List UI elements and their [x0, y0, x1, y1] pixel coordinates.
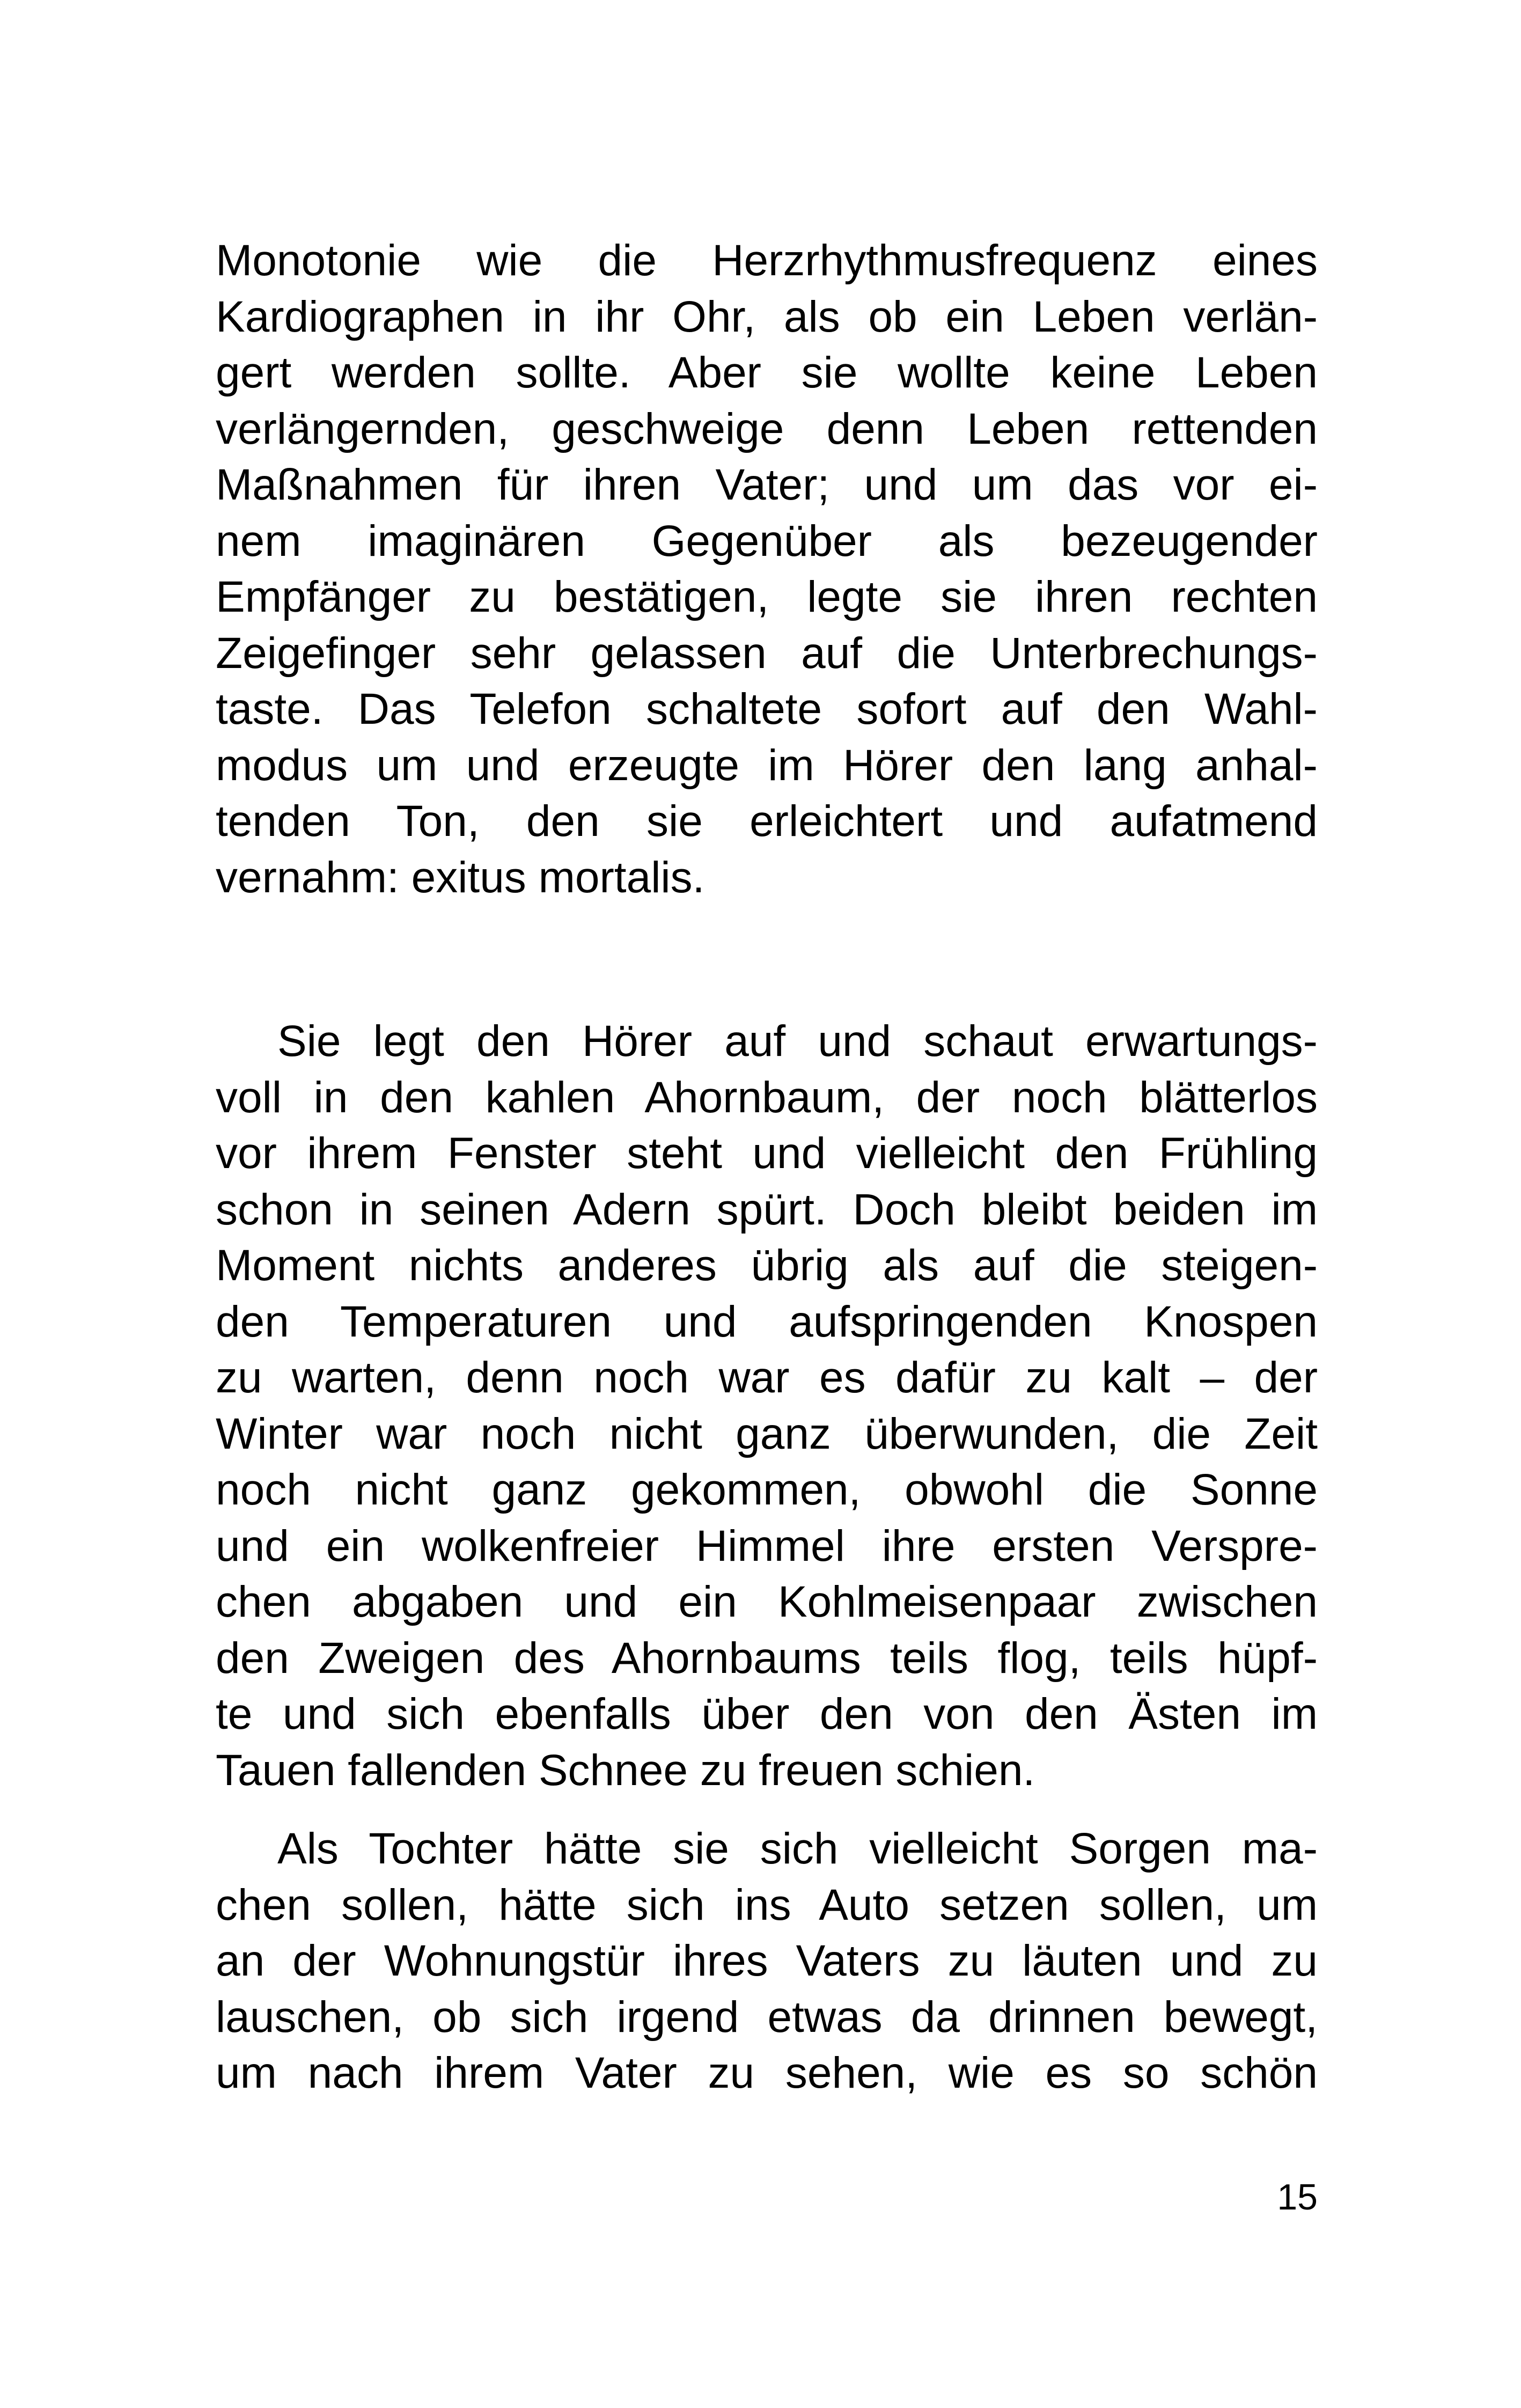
text-line: den Temperaturen und aufspringenden Knospen [216, 1297, 1318, 1346]
text-line: an der Wohnungstür ihres Vaters zu läuten und zu [216, 1936, 1318, 1985]
text-line: und ein wolkenfreier Himmel ihre ersten Verspre- [216, 1521, 1318, 1570]
text-line: nem imaginären Gegenüber als bezeugender [216, 516, 1318, 566]
text-line: chen sollen, hätte sich ins Auto setzen sollen, um [216, 1880, 1318, 1929]
text-line: taste. Das Telefon schaltete sofort auf den Wahl- [216, 685, 1318, 733]
text-line: noch nicht ganz gekommen, obwohl die Sonne [216, 1465, 1318, 1514]
text-line: te und sich ebenfalls über den von den Ästen im [216, 1690, 1318, 1738]
paragraph-1 [216, 233, 1318, 906]
text-line: tenden Ton, den sie erleichtert und aufatmend [216, 797, 1318, 846]
text-line: voll in den kahlen Ahornbaum, der noch blätterlos [216, 1073, 1318, 1122]
text-line: Kardiographen in ihr Ohr, als ob ein Leben verlän- [216, 292, 1318, 341]
text-line: Sie legt den Hörer auf und schaut erwartungs- [277, 1017, 1318, 1066]
text-line: lauschen, ob sich irgend etwas da drinnen bewegt, [216, 1992, 1318, 2042]
text-line: zu warten, denn noch war es dafür zu kalt – der [216, 1353, 1318, 1402]
text-line: Maßnahmen für ihren Vater; und um das vor ei- [216, 460, 1318, 509]
text-line: vor ihrem Fenster steht und vielleicht den Frühling [216, 1129, 1318, 1178]
text-line: vernahm: exitus mortalis. [216, 853, 705, 902]
paragraph-2 [216, 1014, 1318, 1798]
text-line: Monotonie wie die Herzrhythmusfrequenz eines [216, 236, 1318, 285]
text-line: chen abgaben und ein Kohlmeisenpaar zwischen [216, 1577, 1318, 1626]
text-line: gert werden sollte. Aber sie wollte keine Leben [216, 348, 1318, 397]
text-line: um nach ihrem Vater zu sehen, wie es so schön [216, 2049, 1318, 2097]
text-line: Winter war noch nicht ganz überwunden, die Zeit [216, 1409, 1318, 1458]
text-line: Zeigefinger sehr gelassen auf die Unterbrechungs- [216, 628, 1318, 678]
text-line: Empfänger zu bestätigen, legte sie ihren rechten [216, 572, 1318, 621]
text-line: den Zweigen des Ahornbaums teils flog, teils hüpf- [216, 1633, 1318, 1683]
text-line: Tauen fallenden Schnee zu freuen schien. [216, 1745, 1035, 1795]
text-line: Moment nichts anderes übrig als auf die steigen- [216, 1241, 1318, 1290]
text-line: Als Tochter hätte sie sich vielleicht Sorgen ma- [277, 1824, 1318, 1873]
paragraph-3 [216, 1821, 1318, 2102]
page-number: 15 [1277, 2177, 1318, 2218]
text-line: verlängernden, geschweige denn Leben rettenden [216, 404, 1318, 453]
text-line: schon in seinen Adern spürt. Doch bleibt beiden im [216, 1185, 1318, 1234]
text-line: modus um und erzeugte im Hörer den lang anhal- [216, 740, 1318, 790]
